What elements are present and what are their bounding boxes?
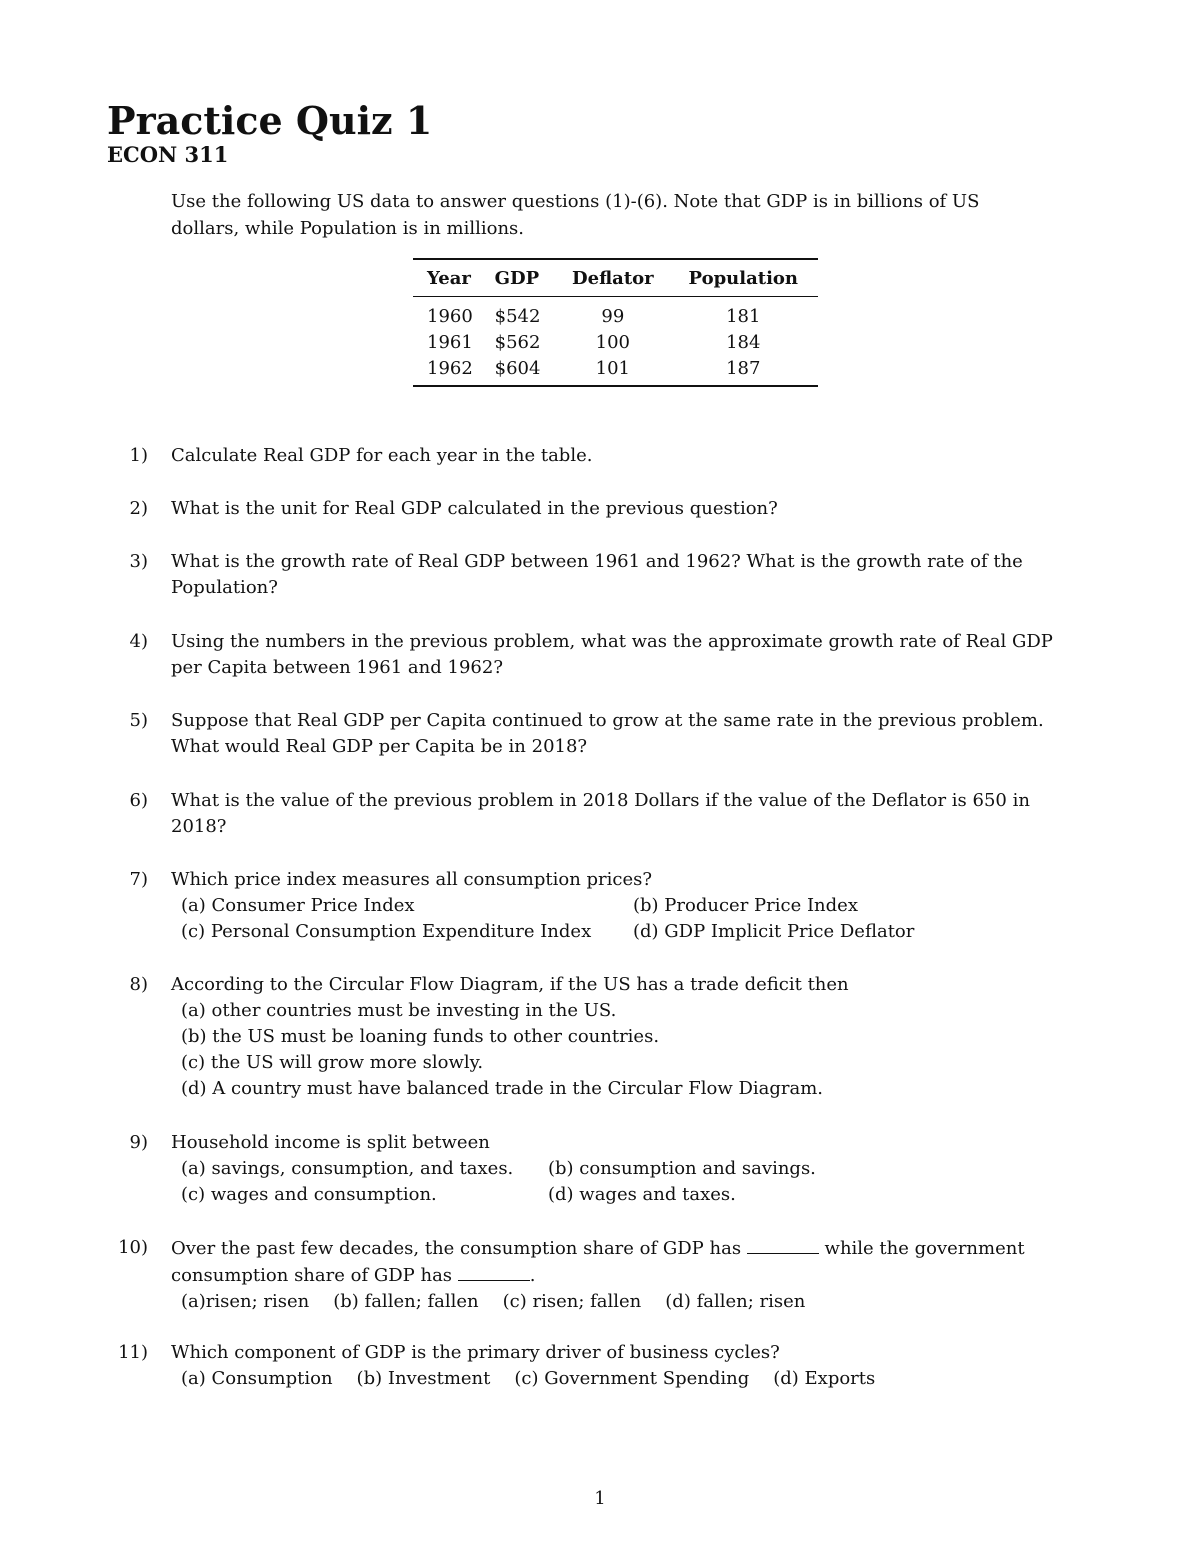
option-b: (b) consumption and savings. [548, 1158, 816, 1179]
question-text: Calculate Real GDP for each year in the table. [171, 445, 593, 466]
option-d: (d) GDP Implicit Price Deflator [633, 921, 915, 942]
question-text: According to the Circular Flow Diagram, if the US has a trade deficit then [171, 974, 849, 995]
option-d: (d) Exports [773, 1368, 876, 1389]
col-header-population: Population [669, 259, 818, 297]
question-number: 1) [129, 445, 148, 466]
question-text: Suppose that Real GDP per Capita continued to grow at the same rate in the previous problem. What would Real GDP per Capita be in 2018? [171, 710, 1044, 757]
question-text-part-2: while the government [824, 1238, 1025, 1259]
cell-gdp: $562 [494, 331, 541, 353]
question-text: Using the numbers in the previous problem, what was the approximate growth rate of Real GDP per Capita between 1961 and 1962? [171, 631, 1053, 678]
option-c: (c) wages and consumption. [181, 1184, 437, 1205]
question-number: 7) [129, 869, 148, 890]
option-c: (c) the US will grow more slowly. [181, 1052, 484, 1073]
option-c: (c) Personal Consumption Expenditure Index [181, 921, 592, 942]
cell-population: 187 [726, 357, 761, 379]
cell-population: 181 [726, 305, 761, 327]
option-b: (b) Investment [356, 1368, 491, 1389]
cell-year: 1962 [427, 357, 473, 379]
question-text: What is the value of the previous problem in 2018 Dollars if the value of the Deflator is 650 in 2018? [171, 790, 1030, 837]
question-number: 11) [118, 1342, 148, 1363]
cell-gdp: $542 [494, 305, 541, 327]
instructions: Use the following US data to answer questions (1)-(6). Note that GDP is in billions of US dollars, while Population is in millions. [171, 191, 980, 239]
data-table [413, 258, 818, 387]
option-b: (b) Producer Price Index [633, 895, 858, 916]
cell-deflator: 100 [595, 331, 631, 353]
course-code: ECON 311 [107, 142, 229, 167]
option-d: (d) A country must have balanced trade in the Circular Flow Diagram. [181, 1078, 824, 1099]
fill-in-blank-2 [458, 1262, 530, 1281]
question-text: What is the growth rate of Real GDP between 1961 and 1962? What is the growth rate of the Population? [171, 551, 1023, 598]
table-row [413, 297, 818, 330]
table-header-row [413, 259, 818, 297]
question-text: Household income is split between [171, 1132, 490, 1153]
question-text-part-4: . [529, 1265, 536, 1286]
question-number: 10) [118, 1237, 148, 1258]
option-a: (a)risen; risen [181, 1291, 310, 1312]
question-number: 5) [129, 710, 148, 731]
cell-year: 1961 [427, 331, 473, 353]
option-c: (c) risen; fallen [502, 1291, 642, 1312]
question-number: 2) [129, 498, 148, 519]
question-text: Which component of GDP is the primary driver of business cycles? [171, 1342, 780, 1363]
question-text-part-1: Over the past few decades, the consumption share of GDP has [171, 1238, 742, 1259]
question-number: 8) [129, 974, 148, 995]
fill-in-blank-1 [747, 1235, 819, 1254]
option-a: (a) other countries must be investing in the US. [181, 1000, 617, 1021]
page-number: 1 [594, 1488, 606, 1509]
question-number: 9) [129, 1132, 148, 1153]
option-b: (b) fallen; fallen [333, 1291, 479, 1312]
option-a: (a) Consumer Price Index [181, 895, 415, 916]
question-text: Which price index measures all consumption prices? [171, 869, 653, 890]
option-d: (d) wages and taxes. [548, 1184, 736, 1205]
question-text: What is the unit for Real GDP calculated in the previous question? [171, 498, 778, 519]
question-number: 6) [129, 790, 148, 811]
cell-year: 1960 [427, 305, 473, 327]
option-d: (d) fallen; risen [665, 1291, 806, 1312]
cell-deflator: 101 [595, 357, 631, 379]
option-a: (a) Consumption [181, 1368, 333, 1389]
cell-deflator: 99 [601, 305, 625, 327]
cell-population: 184 [726, 331, 761, 353]
col-header-deflator: Deflator [557, 259, 668, 297]
col-header-gdp: GDP [495, 259, 558, 297]
table-row [413, 329, 818, 355]
question-number: 3) [129, 551, 148, 572]
question-number: 4) [129, 631, 148, 652]
option-a: (a) savings, consumption, and taxes. [181, 1158, 514, 1179]
page-title: Practice Quiz 1 [107, 98, 433, 143]
question-text-part-3: consumption share of GDP has [171, 1265, 453, 1286]
cell-gdp: $604 [494, 357, 541, 379]
option-b: (b) the US must be loaning funds to other countries. [181, 1026, 660, 1047]
option-c: (c) Government Spending [514, 1368, 750, 1389]
table-row [413, 355, 818, 386]
col-header-year: Year [413, 259, 495, 297]
